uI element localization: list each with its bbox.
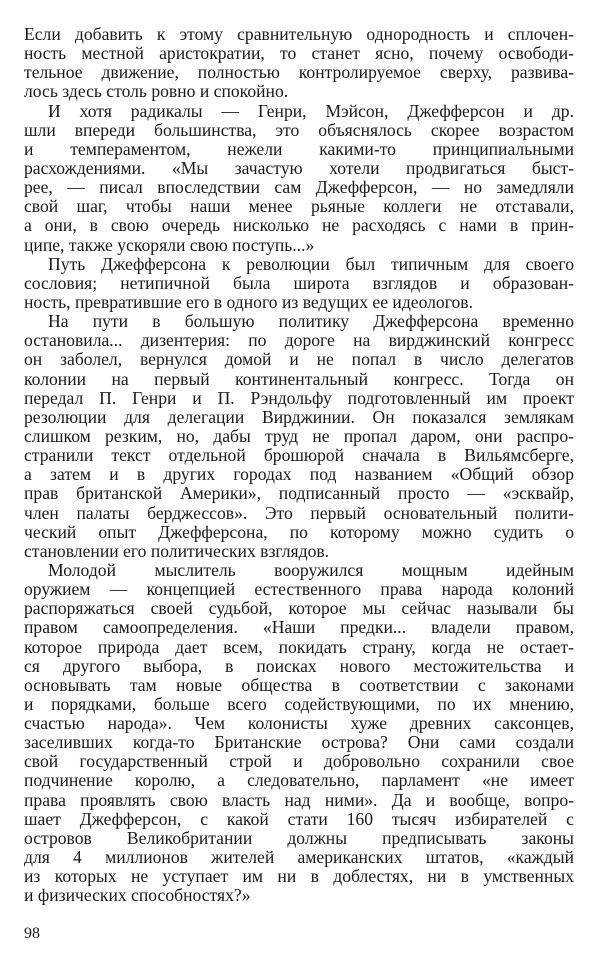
text-line: сословия; нетипичной была широта взглядов и образован- — [24, 272, 574, 293]
text-line: резолюции для делегации Вирджинии. Он показался землякам — [24, 406, 574, 427]
text-line: и темпераментом, нежели какими-то принципиальными — [24, 138, 574, 159]
text-line: становлении его политических взглядов. — [24, 540, 330, 561]
text-line: колонии на первый континентальный конгресс. Тогда он — [24, 368, 574, 389]
text-line: из которых не уступает им ни в доблестях, ни в умственных — [24, 866, 574, 887]
text-line: свой государственный строй и добровольно сохранили свое — [24, 751, 574, 772]
text-line: права проявлять свою власть над ними». Да и вообще, вопро- — [24, 789, 574, 810]
text-line: шает Джефферсон, с какой стати 160 тысяч избирателей с — [24, 808, 574, 829]
text-line: расхождениями. «Мы зачастую хотели продвигаться быст- — [24, 157, 574, 178]
text-line: правом самоопределения. «Наши предки... владели правом, — [24, 617, 574, 638]
text-line: остановила... дизентерия: по дороге на вирджинский конгресс — [24, 330, 574, 351]
text-line: член палаты берджессов». Это первый основательный полити- — [24, 502, 574, 523]
paragraph — [24, 255, 574, 312]
text-line: Если добавить к этому сравнительную однородность и сплочен- — [24, 24, 574, 44]
text-line: ся другого выбора, в поисках нового местожительства и — [24, 655, 574, 676]
text-line: распоряжаться своей судьбой, которое мы сейчас называли бы — [24, 598, 574, 619]
text-line: Молодой мыслитель вооружился мощным идейным — [48, 559, 574, 580]
paragraph — [24, 312, 574, 561]
text-line: Путь Джефферсона к революции был типичным для своего — [48, 253, 574, 274]
text-line: счастью народа». Чем колонисты хуже древних саксонцев, — [24, 713, 574, 734]
text-line: И хотя радикалы — Генри, Мэйсон, Джефферсон и др. — [48, 100, 574, 121]
text-line: передал П. Генри и П. Рэндольфу подготовленный им проект — [24, 387, 574, 408]
text-line: оружием — концепцией естественного права народа колоний — [24, 579, 574, 600]
text-line: подчинение королю, а следовательно, парламент «не имеет — [24, 770, 574, 791]
text-line: а они, в свою очередь нисколько не расходясь с нами в прин- — [24, 215, 574, 236]
text-line: ность, превратившие его в одного из ведущих ее идеологов. — [24, 291, 474, 312]
text-line: шли впереди большинства, это объяснялось скорее возрастом — [24, 119, 574, 140]
text-line: ность местной аристократии, то станет ясно, почему освободи- — [24, 43, 574, 64]
text-line: прав британской Америки», подписанный просто — «эсквайр, — [24, 483, 574, 504]
text-line: лось здесь столь ровно и спокойно. — [24, 81, 289, 102]
text-line: и физических способностях?» — [24, 885, 251, 906]
text-line: заселивших когда-то Британские острова? Они сами создали — [24, 732, 574, 753]
paragraph — [24, 25, 574, 102]
text-line: основывать там новые общества в соответствии с законами — [24, 674, 574, 695]
text-line: островов Великобритании должны предписывать законы — [24, 827, 574, 848]
text-line: которое природа дает всем, покидать страну, когда не остает- — [24, 636, 574, 657]
body-text — [24, 25, 574, 905]
text-line: странили текст отдельной брошюрой сначала в Вильямсберге, — [24, 445, 574, 466]
text-line: ческий опыт Джефферсона, по которому можно судить о — [24, 521, 574, 542]
text-line: рее, — писал впоследствии сам Джефферсон, — но замедляли — [24, 177, 574, 198]
text-line: он заболел, вернулся домой и не попал в число делегатов — [24, 349, 574, 370]
text-line: тельное движение, полностью контролируемое сверху, развива- — [24, 62, 574, 83]
text-line: а затем и в других городах под названием «Общий обзор — [24, 464, 574, 485]
text-line: На пути в большую политику Джефферсона временно — [48, 311, 574, 332]
text-line: свой шаг, чтобы наши менее рьяные коллеги не отставали, — [24, 196, 574, 217]
text-line: и порядками, больше всего содействующими, по их мнению, — [24, 693, 574, 714]
page-number: 98 — [24, 925, 40, 942]
paragraph — [24, 561, 574, 906]
paragraph — [24, 102, 574, 255]
text-line: ципе, также ускоряли свою поступь...» — [24, 234, 315, 255]
text-line: для 4 миллионов жителей американских штатов, «каждый — [24, 847, 574, 868]
text-line: слишком резким, но, дабы труд не пропал даром, они распро- — [24, 425, 574, 446]
